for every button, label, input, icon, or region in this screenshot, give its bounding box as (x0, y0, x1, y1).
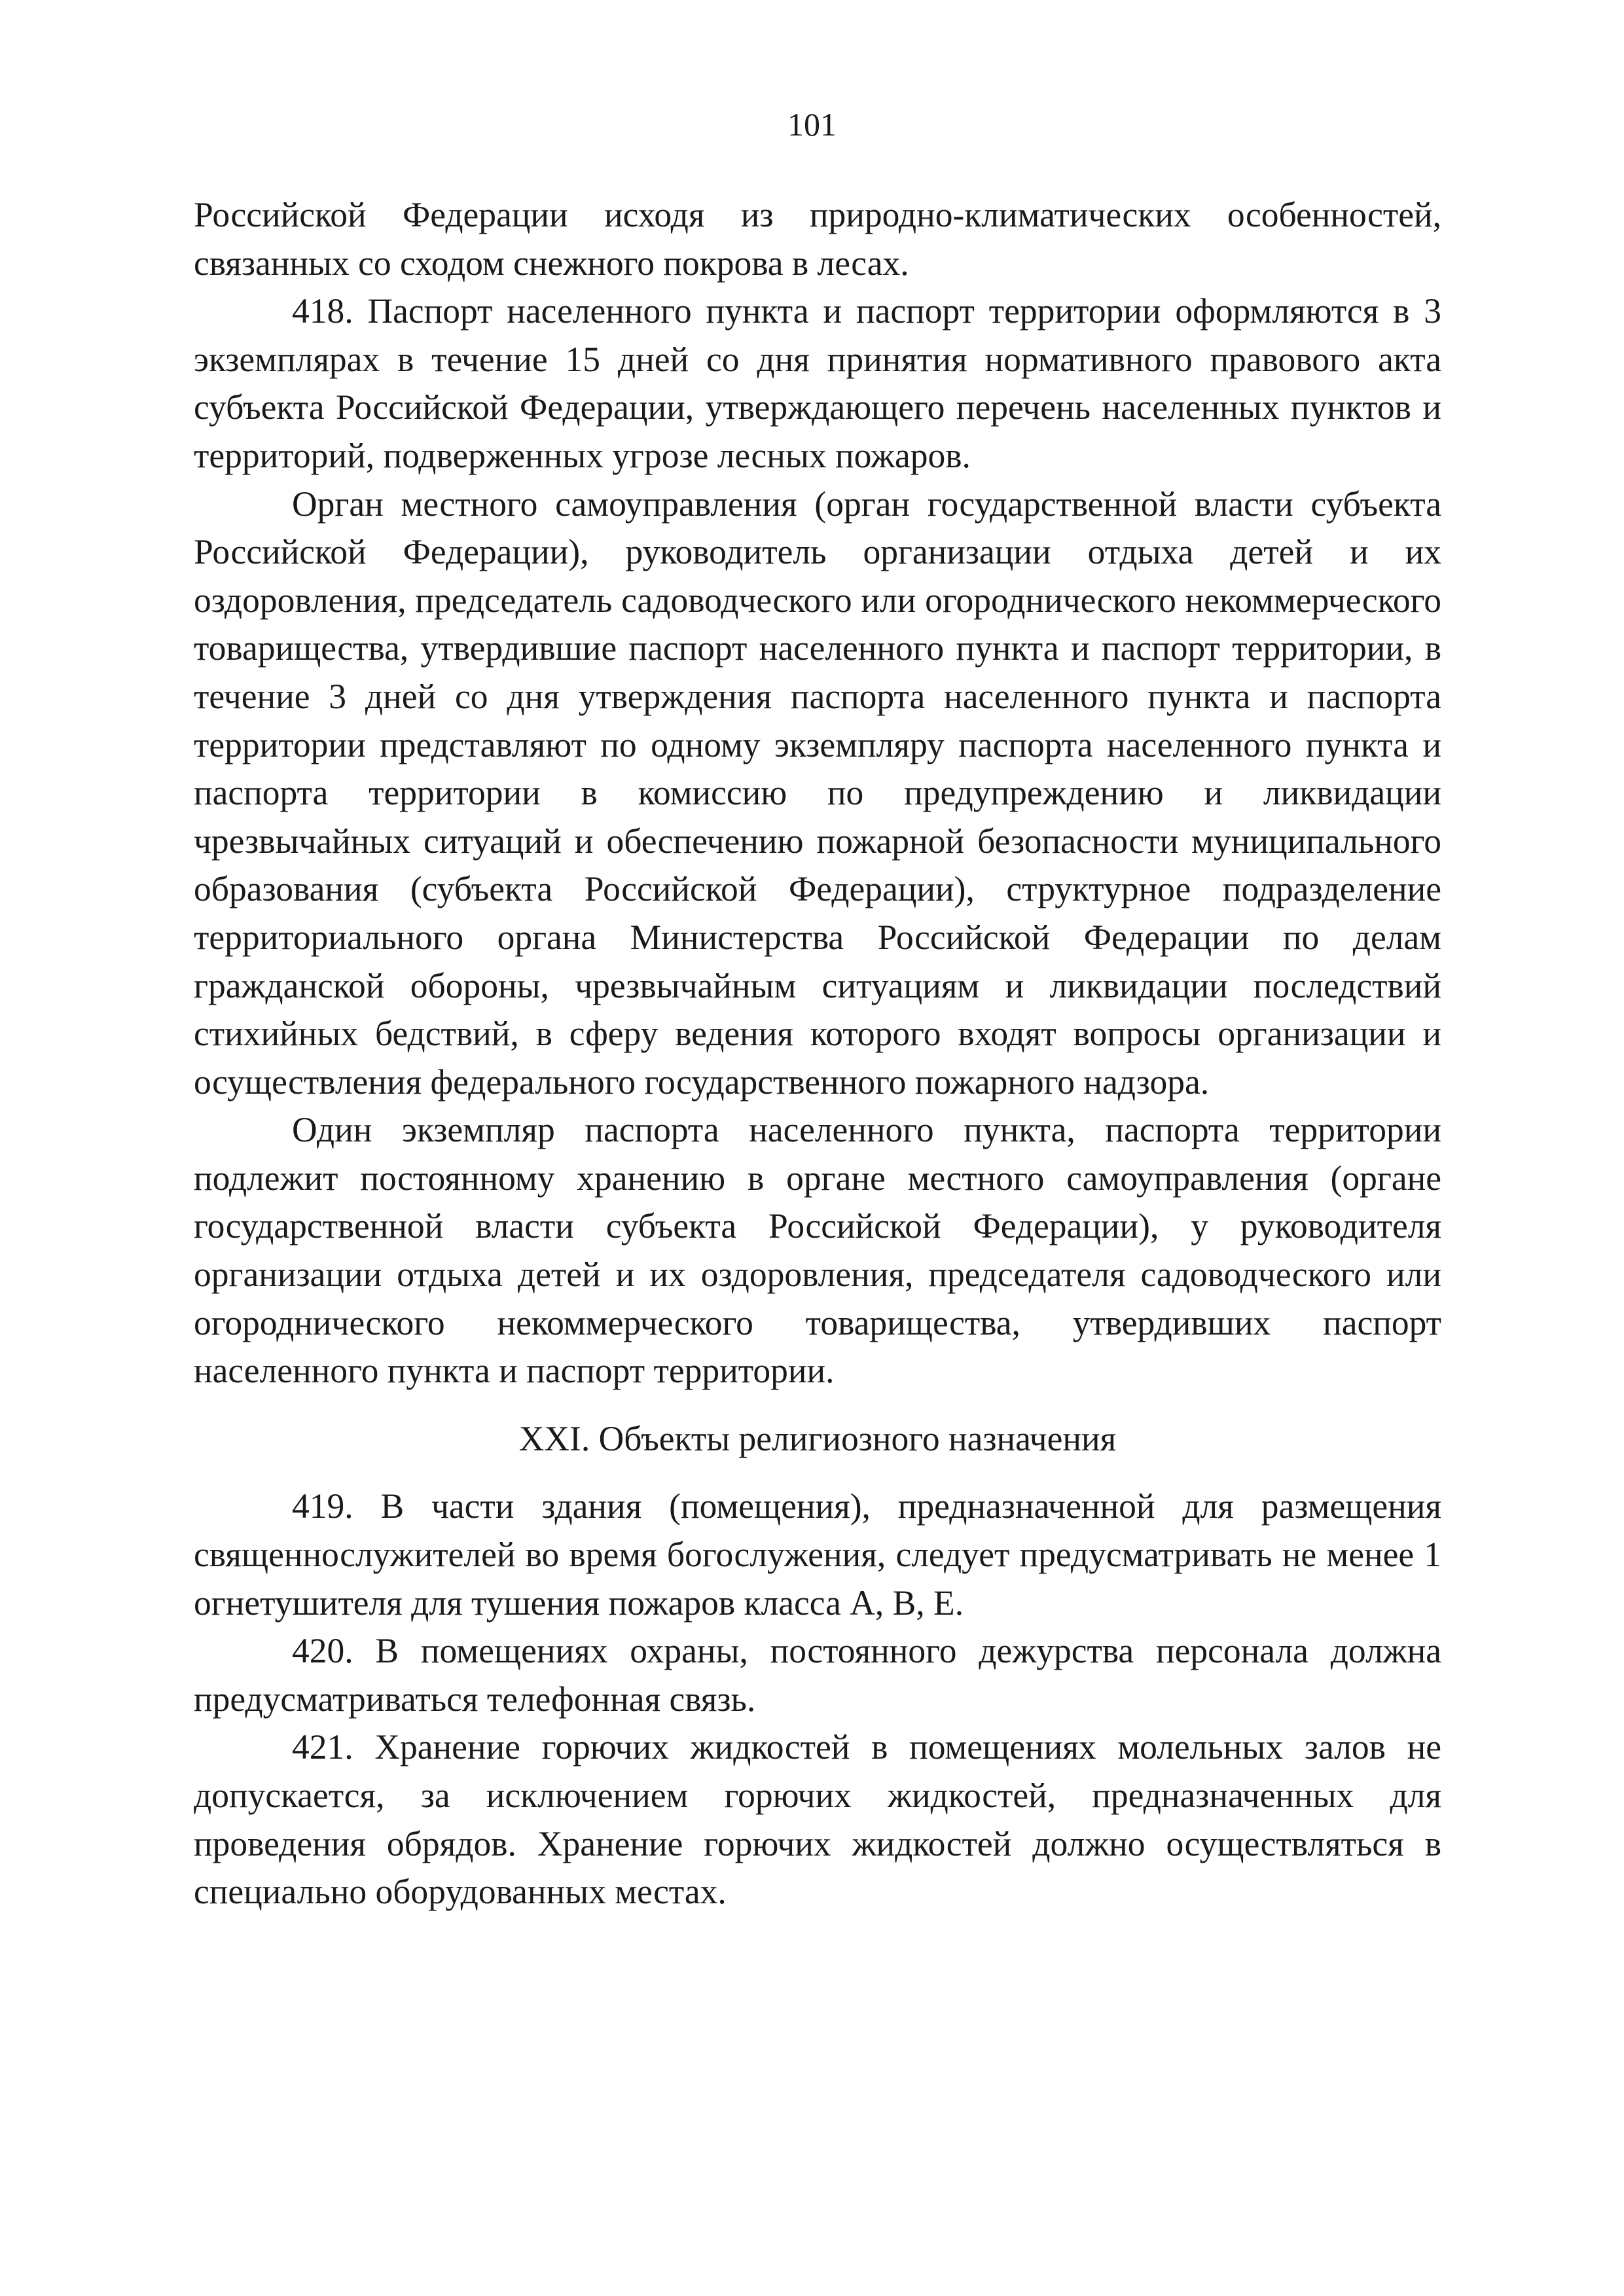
paragraph-one-copy: Один экземпляр паспорта населенного пункта, паспорта территории подлежит постоянному хранению в органе местного самоуправления (органе государственной власти субъекта Российской Федерации), у руководителя организации отдыха детей и их оздоровления, председателя садоводческого или огороднического некоммерческого товарищества, утвердивших паспорт населенного пункта и паспорт территории. (194, 1110, 1441, 1391)
paragraph-419: 419. В части здания (помещения), предназначенной для размещения священнослужителей во время богослужения, следует предусматривать не менее 1 огнетушителя для тушения пожаров класса А, В, Е. (194, 1486, 1441, 1623)
paragraph-continuation: Российской Федерации исходя из природно-климатических особенностей, связанных со сходом снежного покрова в лесах. (194, 195, 1441, 283)
paragraph-420: 420. В помещениях охраны, постоянного дежурства персонала должна предусматриваться телефонная связь. (194, 1631, 1441, 1719)
paragraph-local-authority: Орган местного самоуправления (орган государственной власти субъекта Российской Федерации), руководитель организации отдыха детей и их оздоровления, председатель садоводческого или огороднического некоммерческого товарищества, утвердившие паспорт населенного пункта и паспорт территории, в течение 3 дней со дня утверждения паспорта населенного пункта и паспорта территории представляют по одному экземпляру паспорта населенного пункта и паспорта территории в комиссию по предупреждению и ликвидации чрезвычайных ситуаций и обеспечению пожарной безопасности муниципального образования (субъекта Российской Федерации), структурное подразделение территориального органа Министерства Российской Федерации по делам гражданской обороны, чрезвычайным ситуациям и ликвидации последствий стихийных бедствий, в сферу ведения которого входят вопросы организации и осуществления федерального государственного пожарного надзора. (194, 484, 1441, 1102)
section-heading: XXI. Объекты религиозного назначения (518, 1418, 1117, 1458)
paragraph-421: 421. Хранение горючих жидкостей в помещениях молельных залов не допускается, за исключением горючих жидкостей, предназначенных для проведения обрядов. Хранение горючих жидкостей должно осуществляться в специально оборудованных местах. (194, 1727, 1441, 1912)
paragraph-418: 418. Паспорт населенного пункта и паспорт территории оформляются в 3 экземплярах в течение 15 дней со дня принятия нормативного правового акта субъекта Российской Федерации, утверждающего перечень населенных пунктов и территорий, подверженных угрозе лесных пожаров. (194, 291, 1441, 475)
page-number: 101 (787, 106, 837, 143)
document-body (194, 191, 1441, 1916)
